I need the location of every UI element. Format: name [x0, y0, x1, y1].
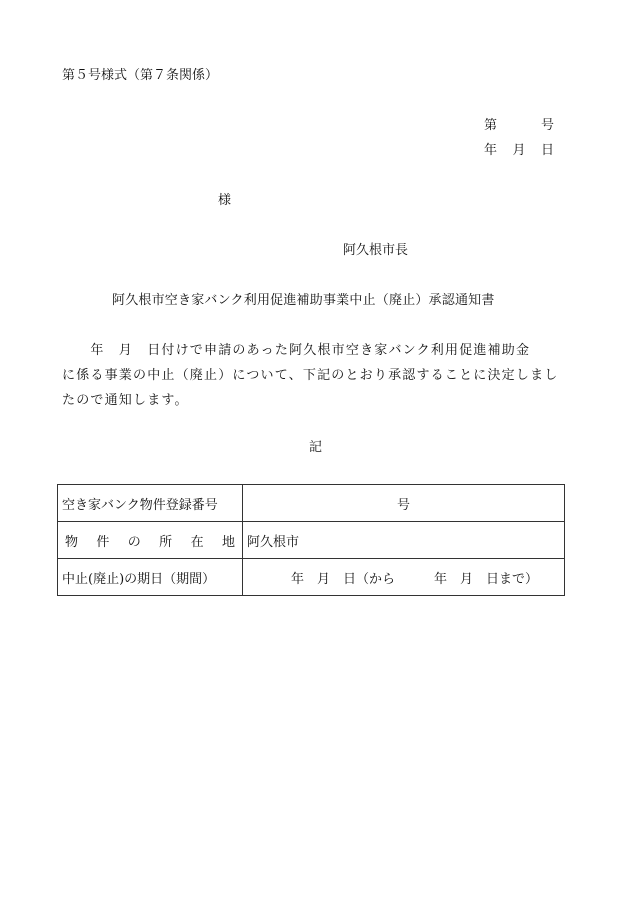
document-number-prefix: 第	[484, 118, 498, 133]
ki-heading: 記	[309, 440, 323, 455]
details-table	[57, 484, 565, 596]
stop-date-label: 中止(廃止)の期日（期間）	[58, 559, 243, 596]
registration-number-label: 空き家バンク物件登録番号	[58, 485, 243, 522]
document-number-suffix: 号	[540, 118, 554, 133]
form-number: 第５号様式（第７条関係）	[62, 68, 219, 83]
sender: 阿久根市長	[343, 243, 409, 258]
location-label-char: の	[127, 534, 141, 550]
date-year: 年	[484, 143, 498, 158]
table-row	[58, 522, 565, 559]
document-title: 阿久根市空き家バンク利用促進補助事業中止（廃止）承認通知書	[112, 293, 495, 308]
registration-number-value: 号	[243, 485, 565, 522]
property-location-value: 阿久根市	[243, 522, 565, 559]
date-month: 月	[512, 143, 526, 158]
table-row	[58, 559, 565, 596]
date-day: 日	[540, 143, 554, 158]
property-location-label	[58, 522, 243, 559]
location-label-char: 物	[65, 534, 79, 550]
table-row	[58, 485, 565, 522]
addressee: 様	[218, 193, 232, 208]
issue-date	[484, 143, 554, 159]
body-text	[62, 338, 574, 413]
document-number	[484, 118, 554, 134]
location-label-char: 所	[159, 534, 173, 550]
location-label-char: 地	[221, 534, 235, 550]
body-line-1: 年 月 日付けで申請のあった阿久根市空き家バンク利用促進補助金	[62, 343, 531, 358]
location-label-char: 件	[96, 534, 110, 550]
body-line-2: に係る事業の中止（廃止）について、下記のとおり承認することに決定しまし	[62, 368, 559, 383]
location-label-char: 在	[190, 534, 204, 550]
body-line-3: たので通知します。	[62, 393, 189, 408]
stop-date-value: 年 月 日（から 年 月 日まで）	[243, 559, 565, 596]
